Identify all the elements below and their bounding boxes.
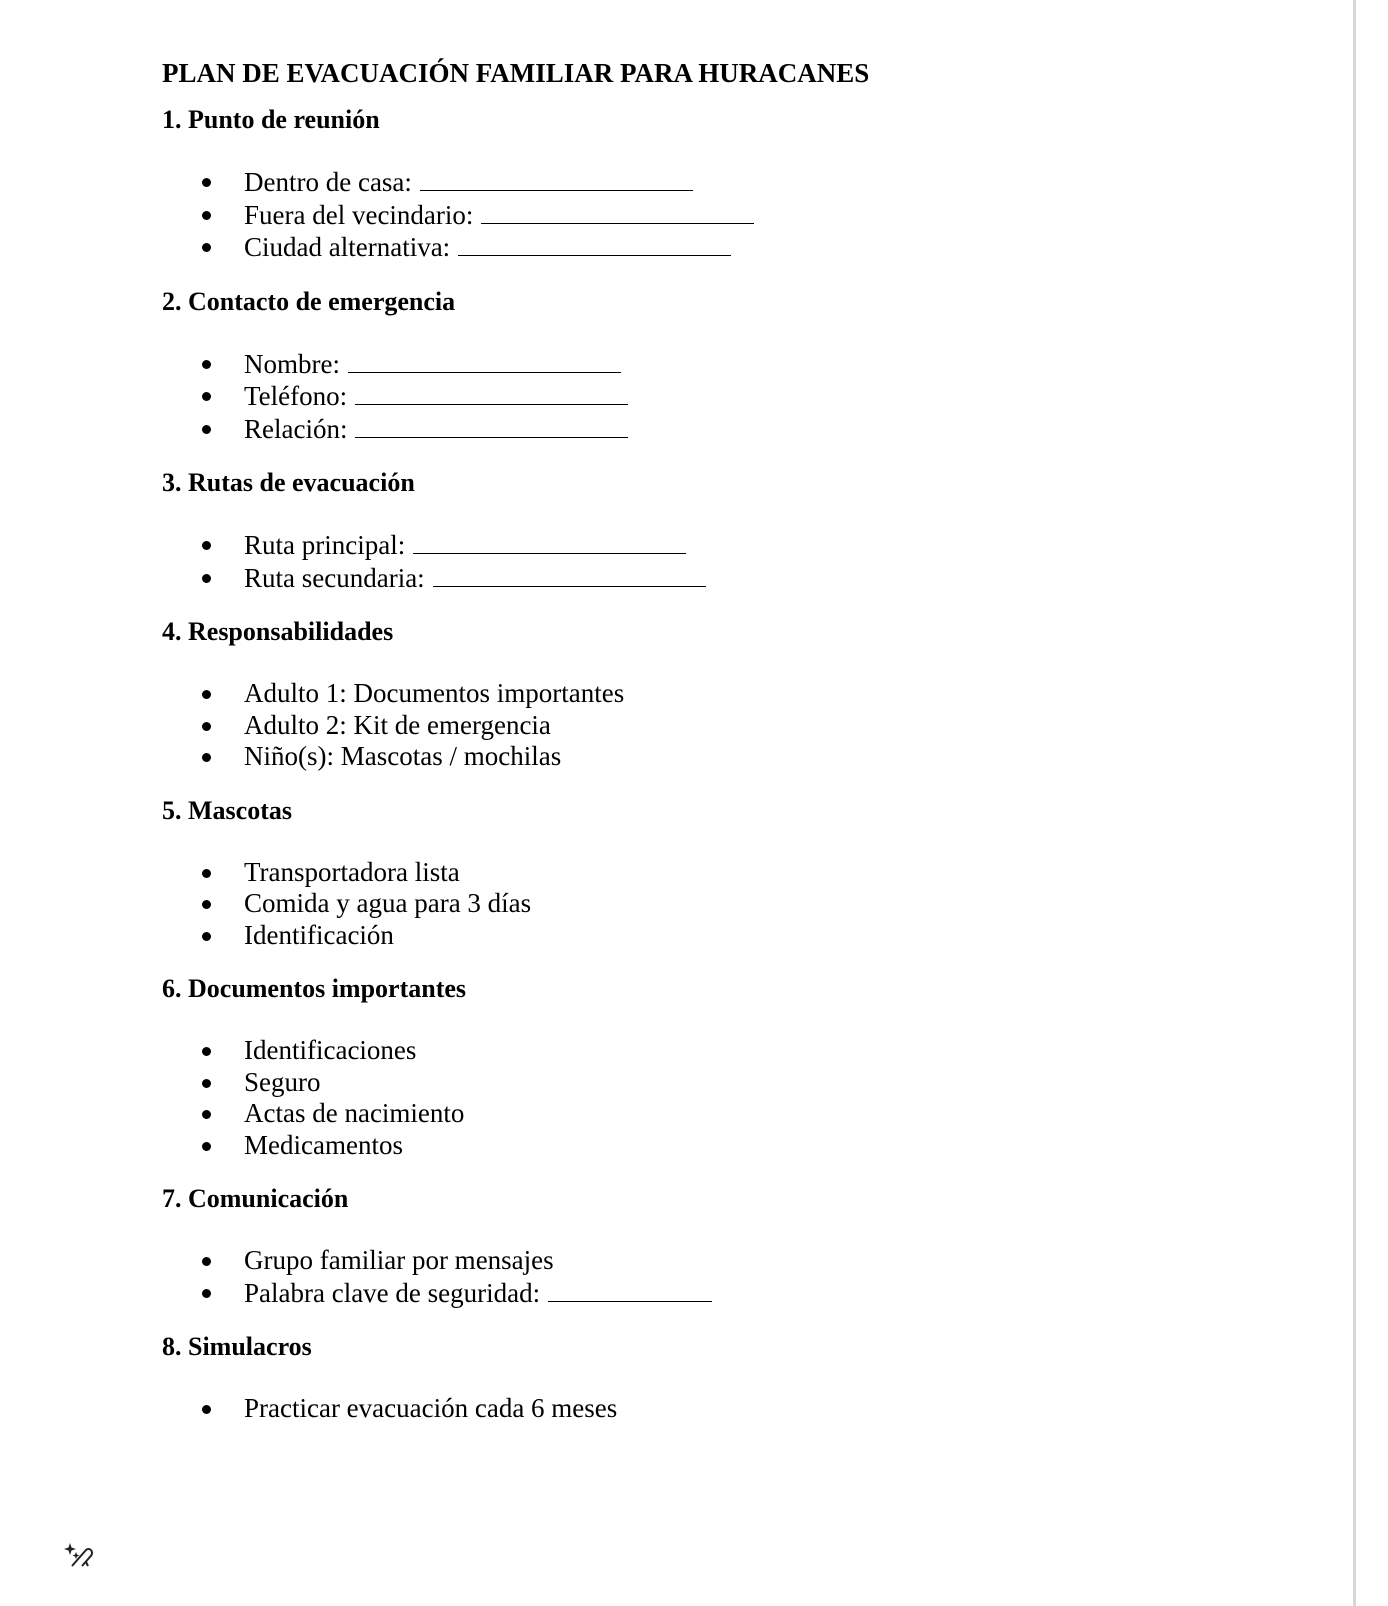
bullet-icon: [202, 425, 211, 434]
list-item: [162, 1035, 1262, 1067]
section-heading: 3. Rutas de evacuación: [162, 468, 415, 497]
fill-in-blank[interactable]: [420, 166, 693, 191]
sections-container: [162, 104, 1262, 1425]
list-item: [162, 1277, 1262, 1310]
list-item: [162, 678, 1262, 710]
list-item: [162, 166, 1262, 199]
list-item-text: Relación:: [244, 413, 348, 444]
document-body: [162, 56, 1262, 1425]
section-heading: 8. Simulacros: [162, 1332, 312, 1361]
fill-in-blank[interactable]: [355, 380, 628, 405]
section-list: [162, 348, 1262, 446]
list-item: [162, 562, 1262, 595]
list-item-text: Fuera del vecindario:: [244, 199, 474, 230]
list-item-text: Ruta secundaria:: [244, 562, 425, 593]
fill-in-blank[interactable]: [481, 199, 754, 224]
list-item-text: Adulto 1: Documentos importantes: [244, 678, 625, 708]
bullet-icon: [202, 869, 211, 878]
bullet-icon: [202, 574, 211, 583]
list-item: [162, 1130, 1262, 1162]
list-item: [162, 1067, 1262, 1099]
fill-in-blank[interactable]: [433, 562, 706, 587]
bullet-icon: [202, 541, 211, 550]
fill-in-blank[interactable]: [348, 348, 621, 373]
list-item: [162, 920, 1262, 952]
section-heading: 7. Comunicación: [162, 1184, 349, 1213]
section-heading: 4. Responsabilidades: [162, 617, 394, 646]
ai-sparkle-pen-icon[interactable]: [62, 1540, 102, 1580]
list-item: [162, 348, 1262, 381]
bullet-icon: [202, 1110, 211, 1119]
section-list: [162, 529, 1262, 594]
document-title: PLAN DE EVACUACIÓN FAMILIAR PARA HURACANES: [162, 58, 870, 88]
bullet-icon: [202, 690, 211, 699]
bullet-icon: [202, 932, 211, 941]
list-item-text: Niño(s): Mascotas / mochilas: [244, 741, 562, 771]
list-item-text: Teléfono:: [244, 381, 348, 411]
list-item: [162, 710, 1262, 742]
list-item-text: Medicamentos: [244, 1129, 403, 1160]
bullet-icon: [202, 1257, 211, 1266]
bullet-icon: [202, 753, 211, 762]
fill-in-blank[interactable]: [413, 529, 686, 554]
section-list: [162, 857, 1262, 952]
list-item-text: Practicar evacuación cada 6 meses: [244, 1393, 618, 1423]
bullet-icon: [202, 1079, 211, 1088]
section-list: [162, 166, 1262, 264]
bullet-icon: [202, 722, 211, 731]
bullet-icon: [202, 1047, 211, 1056]
list-item-text: Actas de nacimiento: [244, 1098, 465, 1128]
list-item: [162, 1393, 1262, 1425]
list-item-text: Palabra clave de seguridad:: [244, 1277, 541, 1308]
section-list: [162, 1393, 1262, 1425]
section-heading: 6. Documentos importantes: [162, 974, 467, 1003]
section-heading: 2. Contacto de emergencia: [162, 286, 456, 316]
section-heading: 1. Punto de reunión: [162, 105, 380, 134]
list-item: [162, 888, 1262, 920]
ai-sparkle-pen-icon-graphic: [62, 1540, 102, 1580]
bullet-icon: [202, 392, 211, 401]
section-list: [162, 1245, 1262, 1309]
list-item-text: Seguro: [244, 1066, 321, 1097]
list-item-text: Ruta principal:: [244, 530, 406, 560]
list-item-text: Identificación: [244, 919, 394, 950]
bullet-icon: [202, 178, 211, 187]
bullet-icon: [202, 211, 211, 220]
list-item-text: Nombre:: [244, 348, 340, 379]
list-item-text: Transportadora lista: [244, 856, 460, 887]
list-item-text: Grupo familiar por mensajes: [244, 1245, 554, 1275]
bullet-icon: [202, 243, 211, 252]
fill-in-blank[interactable]: [458, 231, 731, 256]
list-item-text: Ciudad alternativa:: [244, 232, 451, 262]
bullet-icon: [202, 900, 211, 909]
list-item: [162, 231, 1262, 264]
section-list: [162, 1035, 1262, 1161]
fill-in-blank[interactable]: [548, 1277, 712, 1302]
list-item: [162, 857, 1262, 889]
list-item: [162, 380, 1262, 413]
list-item: [162, 199, 1262, 232]
list-item-text: Dentro de casa:: [244, 167, 412, 197]
bullet-icon: [202, 1405, 211, 1414]
list-item-text: Comida y agua para 3 días: [244, 888, 532, 918]
list-item: [162, 529, 1262, 562]
bullet-icon: [202, 1142, 211, 1151]
list-item: [162, 1098, 1262, 1130]
list-item-text: Identificaciones: [244, 1035, 417, 1065]
page-edge-divider: [1353, 0, 1356, 1606]
list-item: [162, 413, 1262, 446]
list-item-text: Adulto 2: Kit de emergencia: [244, 709, 551, 740]
fill-in-blank[interactable]: [355, 413, 628, 438]
list-item: [162, 1245, 1262, 1277]
list-item: [162, 741, 1262, 773]
bullet-icon: [202, 1289, 211, 1298]
bullet-icon: [202, 360, 211, 369]
section-list: [162, 678, 1262, 773]
section-heading: 5. Mascotas: [162, 795, 292, 825]
